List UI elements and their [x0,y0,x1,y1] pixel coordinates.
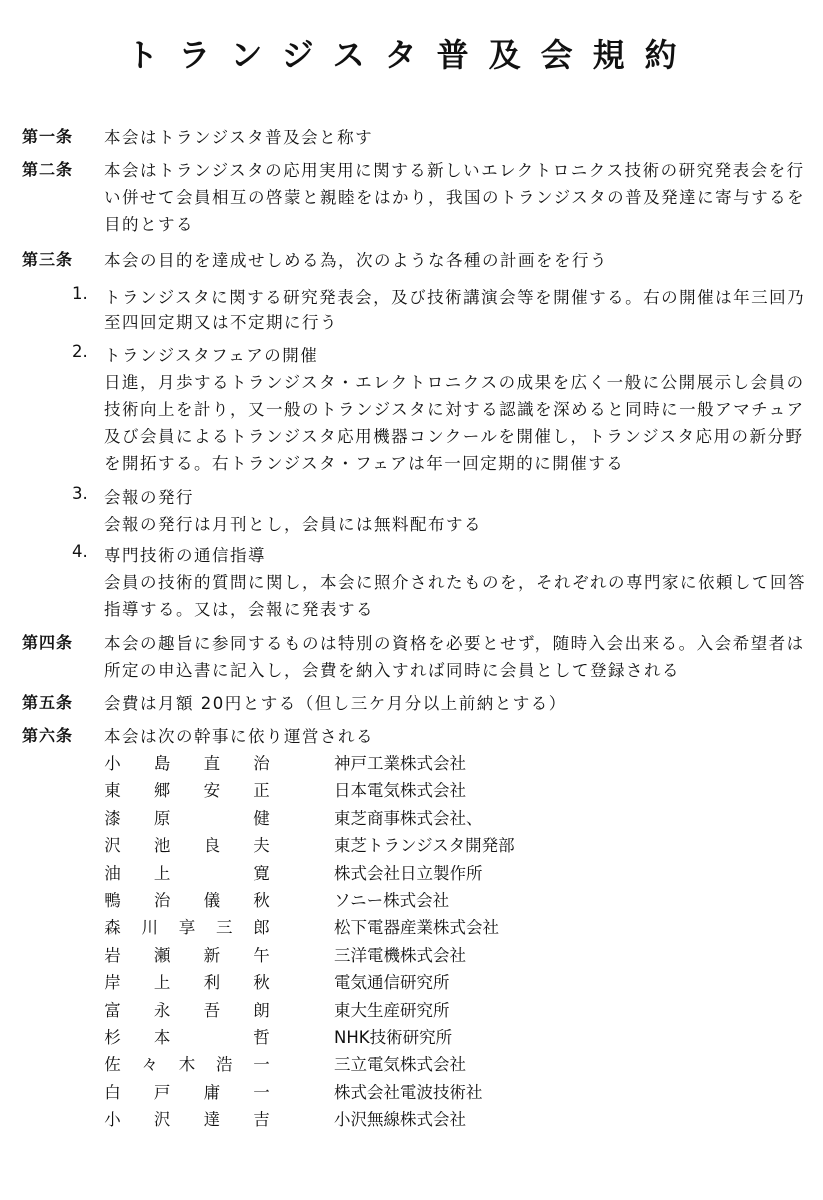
officer-name [104,805,270,829]
officer-name-char: 朗 [253,1001,270,1020]
officer-name [104,860,270,884]
officer-name-char: 哲 [253,1028,270,1047]
officer-name [104,942,270,966]
officer-name-char: 治 [153,891,171,910]
officer-name-char: 上 [153,864,171,883]
article-3-text: 本会の目的を達成せしめる為，次のような各種の計画をを行う [104,251,608,270]
article-4-line-2: 所定の申込書に記入し，会費を納入すれば同時に会員として登録される [104,661,680,680]
plan-4-number: 4. [72,542,88,561]
officer-organization: 三立電気株式会社 [334,1055,466,1074]
officer-name-char: 治 [253,754,270,773]
officer-name-char: 森 [104,918,121,937]
article-1-text: 本会はトランジスタ普及会と称す [104,128,374,147]
officer-name [104,1051,270,1075]
officer-name [104,1079,270,1103]
officer-organization: ソニー株式会社 [334,891,450,910]
officer-name-char: 杉 [104,1028,121,1047]
officer-name-char: 一 [253,1055,270,1074]
officer-organization: 東芝商事株式会社、 [334,809,483,828]
plan-2-heading: トランジスタフェアの開催 [104,346,319,365]
article-6-text: 本会は次の幹事に依り運営される [104,727,374,746]
officer-name-char: 郷 [153,781,171,800]
article-2-line-1: 本会はトランジスタの応用実用に関する新しいエレクトロニクス技術の研究発表会を行 [104,161,805,180]
officer-name-char: 新 [203,946,221,965]
officer-name-char: 午 [253,946,270,965]
officer-name [104,997,270,1021]
officer-name [104,969,270,993]
plan-1-line-2: 至四回定期又は不定期に行う [104,313,338,332]
officer-name-char: 秋 [253,891,270,910]
document-title: トランジスタ普及会規約 [126,36,697,74]
plan-2-line-2: 技術向上を計り，又一般のトランジスタに対する認識を深めると同時に一般アマチュア [104,400,805,419]
officer-name-char: 庸 [203,1083,221,1102]
officer-organization: 神戸工業株式会社 [334,754,466,773]
officer-name-char: 小 [104,1110,121,1129]
officer-name-char: 秋 [253,973,270,992]
article-1-label: 第一条 [22,127,74,146]
plan-4-heading: 専門技術の通信指導 [104,546,266,565]
officer-name-char: 漆 [104,809,121,828]
officer-name-char: 油 [104,864,121,883]
officer-name [104,750,270,774]
officer-name-char: 利 [203,973,221,992]
officer-name [104,832,270,856]
officer-name-char: 沢 [153,1110,171,1129]
plan-4-line-2: 指導する。又は，会報に発表する [104,600,374,619]
officer-name [104,1106,270,1130]
plan-3-heading: 会報の発行 [104,488,194,507]
officer-organization: 小沢無線株式会社 [334,1110,466,1129]
officer-name-char: 佐 [104,1055,121,1074]
plan-3-number: 3. [72,484,88,503]
officer-name-char: 鴨 [104,891,121,910]
officer-organization: 松下電器産業株式会社 [334,918,499,937]
officer-name-char: 沢 [104,836,121,855]
officer-name-char: 富 [104,1001,121,1020]
officer-name-char: 岩 [104,946,121,965]
officer-name-char: 木 [178,1055,196,1074]
officer-name-char: 正 [253,781,270,800]
officer-name-char: 安 [203,781,221,800]
article-6-label: 第六条 [22,726,74,745]
officer-name-char: 東 [104,781,121,800]
article-2-line-2: い併せて会員相互の啓蒙と親睦をはかり，我国のトランジスタの普及発達に寄与するを [104,188,806,207]
officer-name [104,887,270,911]
article-4-line-1: 本会の趣旨に参同するものは特別の資格を必要とせず，随時入会出来る。入会希望者は [104,634,805,653]
officer-name [104,1024,270,1048]
plan-1-number: 1. [72,284,88,303]
plan-2-line-4: を開拓する。右トランジスタ・フェアは年一回定期的に開催する [104,454,625,473]
officer-organization: 株式会社電波技術社 [334,1083,483,1102]
officer-name-char: 戸 [153,1083,171,1102]
plan-2-number: 2. [72,342,88,361]
officer-name-char: 川 [141,918,158,937]
officer-name [104,914,270,938]
officer-name-char [203,860,220,884]
officer-name-char: 郎 [253,918,270,937]
officer-name-char: 浩 [216,1055,233,1074]
officer-name-char: 本 [153,1028,171,1047]
plan-1-line-1: トランジスタに関する研究発表会，及び技術講演会等を開催する。右の開催は年三回乃 [104,288,806,307]
plan-2-line-1: 日進，月歩するトランジスタ・エレクトロニクスの成果を広く一般に公開展示し会員の [104,373,805,392]
officer-name-char: 夫 [253,836,270,855]
officer-name-char: 三 [216,918,233,937]
officer-organization: 日本電気株式会社 [334,781,466,800]
plan-2-line-3: 及び会員によるトランジスタ応用機器コンクールを開催し，トランジスタ応用の新分野 [104,427,804,446]
article-2-line-3: 目的とする [104,215,194,234]
article-4-label: 第四条 [22,633,74,652]
article-2-label: 第二条 [22,160,74,179]
officer-organization: NHK技術研究所 [334,1028,453,1047]
article-5-label: 第五条 [22,693,74,712]
officer-organization: 三洋電機株式会社 [334,946,466,965]
officer-name-char [203,805,220,829]
officer-name-char: 儀 [203,891,221,910]
officer-name [104,777,270,801]
officer-name-char [203,1024,220,1048]
officer-organization: 株式会社日立製作所 [334,864,483,883]
officer-name-char: 小 [104,754,121,773]
officer-name-char: 瀬 [153,946,171,965]
officer-name-char: 吉 [253,1110,270,1129]
officer-name-char: 達 [203,1110,221,1129]
officer-name-char: 吾 [203,1001,221,1020]
officer-name-char: 白 [104,1083,121,1102]
plan-3-line-1: 会報の発行は月刊とし，会員には無料配布する [104,515,482,534]
officer-name-char: 原 [153,809,171,828]
officer-name-char: 池 [153,836,171,855]
officer-name-char: 永 [153,1001,171,1020]
officer-name-char: 良 [203,836,221,855]
plan-4-line-1: 会員の技術的質問に関し，本会に照介されたものを，それぞれの専門家に依頼して回答 [104,573,806,592]
officer-organization: 東芝トランジスタ開発部 [334,836,515,855]
officer-name-char: 一 [253,1083,270,1102]
officer-name-char: 々 [141,1055,158,1074]
article-5-text: 会費は月額 20円とする（但し三ケ月分以上前納とする） [104,694,567,713]
officer-name-char: 上 [153,973,171,992]
article-3-label: 第三条 [22,250,74,269]
officer-name-char: 直 [203,754,221,773]
officer-name-char: 寛 [253,864,270,883]
officer-name-char: 島 [153,754,171,773]
officer-name-char: 享 [178,918,196,937]
officer-organization: 東大生産研究所 [334,1001,450,1020]
officer-organization: 電気通信研究所 [334,973,450,992]
officer-name-char: 岸 [104,973,121,992]
officer-name-char: 健 [253,809,270,828]
